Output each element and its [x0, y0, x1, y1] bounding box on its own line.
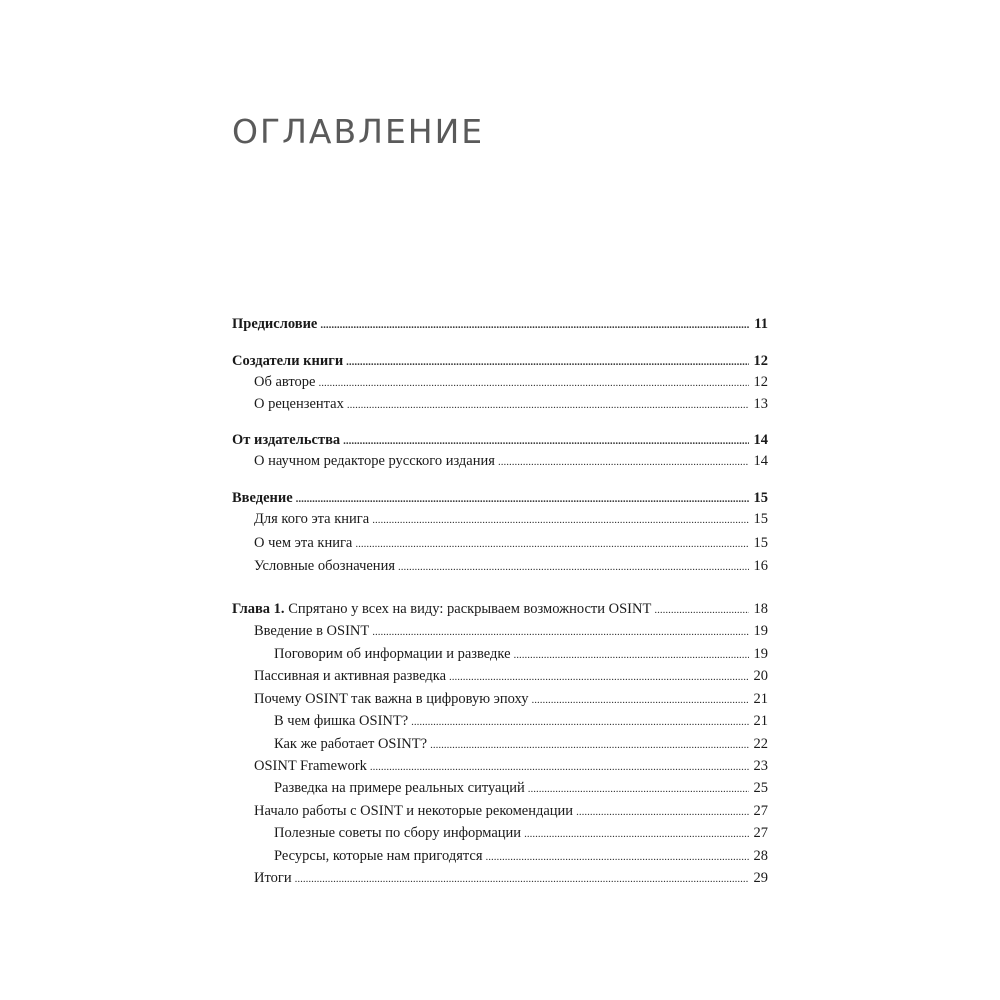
dot-leader: [370, 757, 749, 777]
toc-entry-label: [232, 599, 651, 619]
toc-entry-page-number: 22: [753, 736, 768, 752]
toc-entry-label: Введение в OSINT: [254, 623, 370, 639]
toc-entry-page-number: 16: [753, 558, 768, 574]
toc-entry-label: Ресурсы, которые нам пригодятся: [274, 848, 483, 864]
dot-leader: [343, 431, 749, 451]
toc-entry-page-number: 12: [753, 353, 768, 369]
toc-entry: [232, 451, 768, 471]
dot-leader: [398, 557, 749, 577]
toc-entry-label: Об авторе: [254, 374, 316, 390]
dot-leader: [486, 847, 749, 867]
dot-leader: [576, 802, 749, 822]
toc-entry: [232, 372, 768, 392]
page-title: ОГЛАВЛЕНИЕ: [232, 112, 485, 151]
toc-entry: [232, 868, 768, 888]
toc-entry-label: О научном редакторе русского издания: [254, 453, 495, 469]
toc-entry-page-number: 15: [753, 490, 768, 506]
dot-leader: [318, 373, 749, 393]
toc-entry-page-number: 27: [753, 825, 768, 841]
toc-entry-label: Создатели книги: [232, 353, 344, 369]
toc-entry: [232, 644, 768, 664]
dot-leader: [524, 824, 749, 844]
dot-leader: [430, 735, 749, 755]
toc-entry-label: Начало работы с OSINT и некоторые рекомендации: [254, 803, 574, 819]
toc-entry: [232, 509, 768, 529]
toc-entry: [232, 430, 768, 450]
toc-entry-page-number: 15: [753, 535, 768, 551]
dot-leader: [372, 622, 749, 642]
toc-entry-page-number: 23: [753, 758, 768, 774]
toc-entry-page-number: 27: [753, 803, 768, 819]
toc-entry: [232, 778, 768, 798]
toc-entry: [232, 351, 768, 371]
toc-entry: [232, 756, 768, 776]
toc-entry-page-number: 29: [753, 870, 768, 886]
dot-leader: [449, 667, 749, 687]
dot-leader: [296, 489, 749, 509]
toc-entry-label: Как же работает OSINT?: [274, 736, 428, 752]
dot-leader: [498, 452, 749, 472]
toc-entry-label: Условные обозначения: [254, 558, 395, 574]
toc-entry: [232, 488, 768, 508]
toc-entry-label: Пассивная и активная разведка: [254, 668, 447, 684]
dot-leader: [355, 534, 749, 554]
toc-entry-page-number: 25: [753, 780, 768, 796]
toc-entry-label: OSINT Framework: [254, 758, 367, 774]
toc-entry-page-number: 12: [753, 374, 768, 390]
toc-entry-page-number: 28: [753, 848, 768, 864]
toc-entry: [232, 666, 768, 686]
dot-leader: [372, 510, 749, 530]
toc-entry-page-number: 11: [754, 316, 768, 332]
dot-leader: [320, 315, 749, 335]
toc-entry-label: Поговорим об информации и разведке: [274, 646, 511, 662]
toc-entry-page-number: 14: [753, 432, 768, 448]
toc-entry: [232, 314, 768, 334]
toc-entry-page-number: 19: [753, 623, 768, 639]
toc-entry-label: В чем фишка OSINT?: [274, 713, 409, 729]
toc-entry-label: Разведка на примере реальных ситуаций: [274, 780, 525, 796]
toc-entry-label: О чем эта книга: [254, 535, 353, 551]
toc-entry-page-number: 21: [753, 691, 768, 707]
toc-entry-page-number: 14: [753, 453, 768, 469]
toc-entry-label: Предисловие: [232, 316, 318, 332]
chapter-number: Глава 1.: [232, 601, 285, 617]
toc-entry-label: Введение: [232, 490, 293, 506]
toc-entry: [232, 711, 768, 731]
toc-entry: [232, 394, 768, 414]
dot-leader: [346, 352, 749, 372]
dot-leader: [532, 690, 750, 710]
toc-entry: [232, 599, 768, 619]
dot-leader: [295, 869, 749, 889]
toc-entry-label: Итоги: [254, 870, 292, 886]
toc-entry-page-number: 15: [753, 511, 768, 527]
toc-entry-label: Для кого эта книга: [254, 511, 370, 527]
dot-leader: [514, 645, 749, 665]
chapter-title: Спрятано у всех на виду: раскрываем возможности OSINT: [284, 601, 652, 617]
toc-entry: [232, 689, 768, 709]
toc-entry: [232, 846, 768, 866]
toc-entry: [232, 801, 768, 821]
toc-entry: [232, 533, 768, 553]
toc-entry-page-number: 13: [753, 396, 768, 412]
dot-leader: [654, 600, 749, 620]
toc-entry: [232, 823, 768, 843]
dot-leader: [347, 395, 749, 415]
toc-entry: [232, 621, 768, 641]
toc-entry-page-number: 20: [753, 668, 768, 684]
toc-entry-page-number: 18: [753, 601, 768, 617]
toc-entry-page-number: 19: [753, 646, 768, 662]
toc-entry-label: О рецензентах: [254, 396, 344, 412]
toc-entry-label: Почему OSINT так важна в цифровую эпоху: [254, 691, 529, 707]
toc-entry: [232, 556, 768, 576]
toc-entry-page-number: 21: [753, 713, 768, 729]
dot-leader: [528, 779, 749, 799]
toc-entry-label: Полезные советы по сбору информации: [274, 825, 522, 841]
toc-entry-label: От издательства: [232, 432, 341, 448]
dot-leader: [411, 712, 749, 732]
toc-entry: [232, 734, 768, 754]
